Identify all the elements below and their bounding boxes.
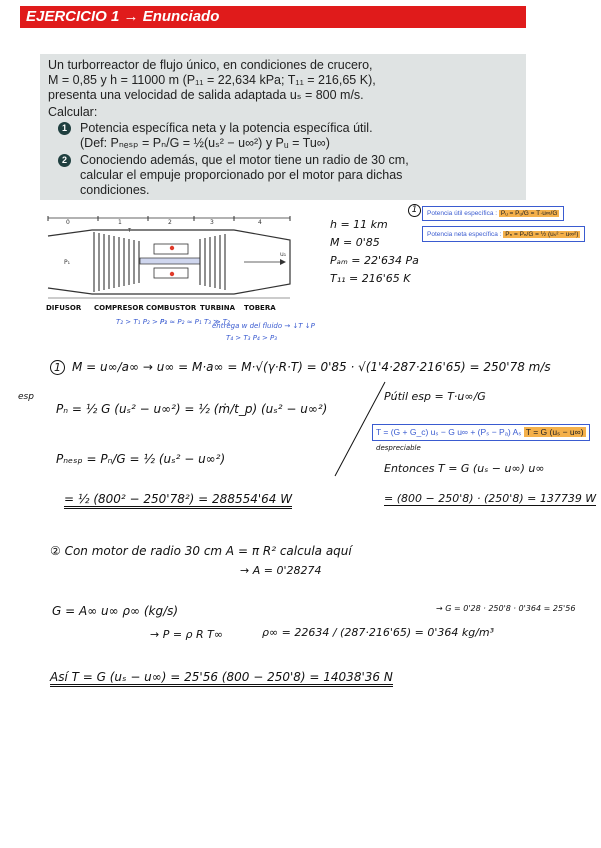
net-power-label: Potencia neta específica :: [427, 231, 502, 238]
calc-label: Calcular:: [48, 105, 98, 119]
label-difusor: DIFUSOR: [46, 304, 82, 312]
label-combustor: COMBUSTOR: [146, 304, 197, 312]
task-text: Conociendo además, que el motor tiene un radio de 30 cm,: [80, 153, 409, 167]
note-compresor: T₂ > T₁ P₂ > P₁: [116, 318, 168, 326]
label-compresor: COMPRESOR: [94, 304, 144, 312]
util-power-formula: Pᵤ = Pᵤ/G = T·u∞/G: [500, 210, 558, 217]
station-label: 3: [210, 219, 214, 226]
task-text: calcular el empuje proporcionado por el motor para dichas: [80, 168, 403, 182]
bullet-number: 1: [58, 122, 71, 135]
step2-equation: ② Con motor de radio 30 cm A = π R² calcula aquí: [50, 544, 352, 558]
problem-statement: [40, 54, 526, 200]
thrust-equation-box: [372, 424, 590, 441]
task-definition: (Def: Pₙₑₛₚ = Pₙ/G = ½(uₛ² − u∞²) y Pᵤ = Tu∞): [80, 136, 330, 150]
station-label: 4: [258, 219, 262, 226]
task-text: Potencia específica neta y la potencia específica útil.: [80, 121, 373, 135]
specific-net-power-result: = ½ (800² − 250'78²) = 288554'64 W: [64, 492, 292, 509]
note-tobera: T₄ > T₃ P₄ > P₃: [226, 334, 278, 342]
net-power-equation: Pₙ = ½ G (uₛ² − u∞²) = ½ (ṁ/t_p) (uₛ² − u∞²): [56, 402, 328, 416]
given-mach: M = 0'85: [330, 236, 380, 249]
task-item: [58, 153, 518, 198]
exercise-title: EJERCICIO 1 → Enunciado: [26, 8, 220, 25]
given-pressure: Pₐₘ = 22'634 Pa: [330, 254, 419, 267]
station-label: 2: [168, 219, 172, 226]
statement-line: Un turborreactor de flujo único, en condiciones de crucero,: [48, 58, 373, 72]
exit-velocity-label: u₁: [280, 251, 287, 258]
given-temperature: T₁₁ = 216'65 K: [330, 272, 411, 285]
then-thrust-result: = (800 − 250'8) · (250'8) = 137739 W: [384, 492, 597, 505]
label-tobera: TOBERA: [244, 304, 276, 312]
note-combustor: P₃ ≈ P₂ ≈ P₁ T₃ ≫ T₂: [160, 318, 230, 326]
final-thrust-result: Así T = G (uₛ − u∞) = 25'56 (800 − 250'8) = 14038'36 N: [50, 670, 393, 687]
specific-net-power-equation: Pₙₑₛₚ = Pₙ/G = ½ (uₛ² − u∞²): [56, 452, 226, 466]
task-text: condiciones.: [80, 183, 150, 197]
note-turbina: entrega w del fluido → ↓T ↓P: [212, 322, 315, 330]
compressor-blades: [94, 232, 139, 292]
area-result: → A = 0'28274: [240, 564, 322, 577]
given-altitude: h = 11 km: [330, 218, 388, 231]
statement-line: M = 0,85 y h = 11000 m (P₁₁ = 22,634 kPa; T₁₁ = 216,65 K),: [48, 73, 376, 87]
density-result: ρ∞ = 22634 / (287·216'65) = 0'364 kg/m³: [262, 626, 495, 639]
turbojet-diagram: [44, 214, 294, 314]
thrust-simplified: T = G (uₛ − u∞): [525, 427, 584, 437]
step1-number: 1: [50, 360, 65, 375]
then-thrust-equation: Entonces T = G (uₛ − u∞) u∞: [384, 462, 545, 475]
station-label: 1: [118, 219, 122, 226]
temp-label: T: [128, 228, 132, 234]
esp-note: esp: [18, 392, 34, 402]
useful-power-equation: Pútil esp = T·u∞/G: [384, 390, 486, 403]
task-item: [58, 121, 518, 151]
mass-flow-result: → G = 0'28 · 250'8 · 0'364 = 25'56: [436, 604, 576, 613]
mach-equation: M = u∞/a∞ → u∞ = M·a∞ = M·√(γ·R·T) = 0'85 · √(1'4·287·216'65) = 250'78 m/s: [72, 360, 551, 374]
exercise-header: [20, 6, 526, 28]
defs-number: 1: [408, 204, 421, 217]
density-hint: → P = ρ R T∞: [150, 628, 224, 641]
mass-flow-equation: G = A∞ u∞ ρ∞ (kg/s): [52, 604, 179, 618]
util-power-label: Potencia útil específica :: [427, 210, 498, 217]
inlet-pressure-label: P₁: [64, 259, 71, 266]
net-power-formula: Pₙ = Pₙ/G = ½ (uₛ² − u∞²): [505, 231, 579, 238]
net-power-box: [422, 226, 585, 242]
despreciable-note: despreciable: [376, 444, 421, 452]
thrust-equation: T = (G + G_c) uₛ − G u∞ + (Pₛ − Pₐ) Aₛ: [376, 427, 522, 437]
station-label: 0: [66, 219, 70, 226]
bullet-number: 2: [58, 154, 71, 167]
turbine-blades: [200, 234, 225, 290]
label-turbina: TURBINA: [200, 304, 236, 312]
statement-line: presenta una velocidad de salida adaptada uₛ = 800 m/s.: [48, 88, 364, 102]
util-power-box: [422, 206, 564, 221]
task-list: [48, 121, 518, 198]
